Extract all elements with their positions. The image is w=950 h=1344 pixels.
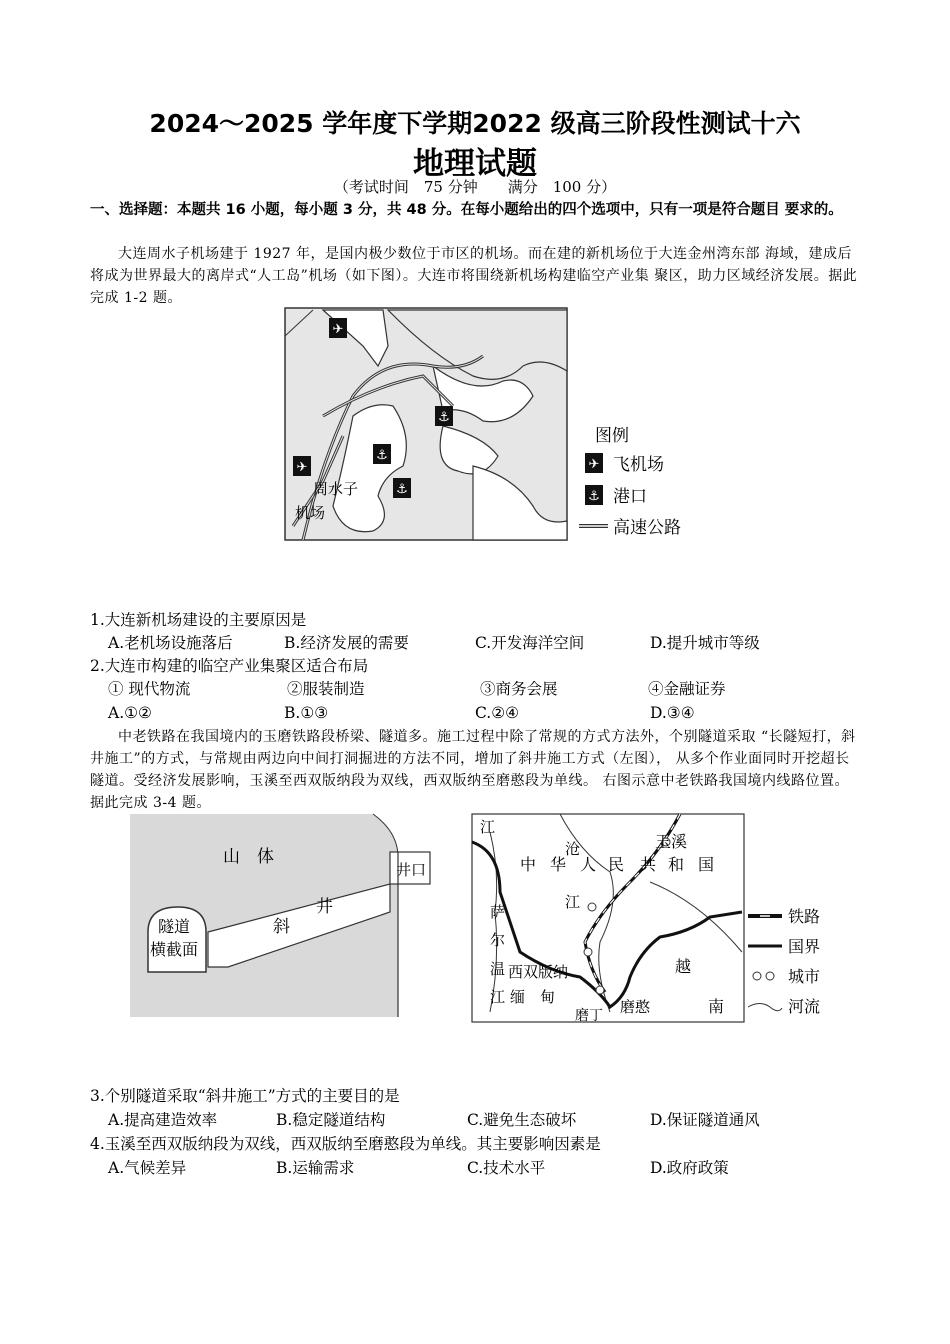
legend-airport-icon bbox=[585, 453, 603, 473]
q4-option-a: A.气候差异 bbox=[108, 1159, 187, 1177]
xishuangbanna-label: 西双版纳 bbox=[508, 963, 569, 981]
q4-option-d: D.政府政策 bbox=[650, 1159, 729, 1177]
railway-map bbox=[470, 812, 830, 1024]
q2-option-a: A.①② bbox=[108, 704, 152, 722]
salween-label: 萨 bbox=[490, 903, 506, 921]
river-label: 江 bbox=[480, 818, 496, 836]
lancang-label: 江 bbox=[565, 893, 581, 911]
q2-item-2: ②服装制造 bbox=[287, 680, 365, 698]
q1-option-d: D.提升城市等级 bbox=[650, 634, 760, 652]
q2-item-4: ④金融证券 bbox=[648, 680, 726, 698]
question-1: 1.大连新机场建设的主要原因是 bbox=[90, 611, 307, 629]
salween-label: 尔 bbox=[490, 931, 506, 949]
svg-text:⚓: ⚓ bbox=[396, 482, 408, 497]
passage-2: 中老铁路在我国境内的玉磨铁路段桥梁、隧道多。施工过程中除了常规的方式方法外，个别隧道采取 “长隧短打，斜井施工”的方式，与常规由两边向中间打洞掘进的方法不同，增加了斜井施工方式（左图）， 从多个作业面同时开挖超长隧道。受经济发展影响，玉溪至西双版纳段为双线，西双版纳至磨憨段为单线。 右图示意中老铁路我国境内线路位置。据此完成 3-4 题。 bbox=[90, 729, 856, 811]
section-heading: 一、选择题：本题共 16 小题，每小题 3 分，共 48 分。在每小题给出的四个选项中，只有一项是符合题目 要求的。 bbox=[90, 202, 843, 218]
question-2: 2.大连市构建的临空产业集聚区适合布局 bbox=[90, 657, 369, 675]
q1-option-b: B.经济发展的需要 bbox=[284, 634, 409, 652]
exam-title: 2024～2025 学年度下学期2022 级高三阶段性测试十六 bbox=[149, 109, 801, 138]
q2-option-d: D.③④ bbox=[650, 704, 695, 722]
city-icon bbox=[588, 903, 596, 911]
q1-option-a: A.老机场设施落后 bbox=[108, 634, 233, 652]
svg-text:✈: ✈ bbox=[588, 457, 600, 472]
q1-option-c: C.开发海洋空间 bbox=[475, 634, 585, 652]
tunnel-label: 隧道 bbox=[158, 917, 191, 936]
svg-text:⚓: ⚓ bbox=[438, 410, 450, 425]
tunnel-diagram bbox=[128, 812, 438, 1022]
myanmar-label: 缅 甸 bbox=[510, 988, 556, 1006]
china-label: 中 bbox=[520, 855, 537, 874]
q2-option-c: C.②④ bbox=[475, 704, 520, 722]
legend-city-icon bbox=[753, 972, 761, 980]
legend-highway: 高速公路 bbox=[613, 518, 681, 538]
dalian-map bbox=[283, 306, 703, 546]
port-icon bbox=[393, 478, 411, 498]
q3-option-c: C.避免生态破坏 bbox=[467, 1111, 577, 1129]
svg-text:✈: ✈ bbox=[296, 460, 308, 475]
svg-text:⚓: ⚓ bbox=[376, 448, 388, 463]
legend-river-symbol bbox=[748, 1004, 782, 1011]
question-3: 3.个别隧道采取“斜井施工”方式的主要目的是 bbox=[90, 1087, 400, 1105]
china-label: 人 bbox=[580, 855, 597, 874]
legend-city: 城市 bbox=[788, 967, 821, 986]
q4-option-b: B.运输需求 bbox=[276, 1159, 355, 1177]
china-label: 共 bbox=[640, 855, 657, 874]
legend-railway: 铁路 bbox=[788, 907, 821, 926]
legend-river: 河流 bbox=[788, 997, 821, 1016]
shaft-label: 斜 bbox=[273, 917, 290, 937]
svg-text:✈: ✈ bbox=[332, 322, 344, 337]
city-icon bbox=[596, 986, 604, 994]
shaft-label: 井 bbox=[316, 897, 333, 917]
mohan-label: 磨憨 bbox=[620, 998, 651, 1016]
legend-port-icon bbox=[585, 485, 603, 505]
q2-option-b: B.①③ bbox=[284, 704, 329, 722]
airport-icon bbox=[329, 318, 347, 338]
q3-option-a: A.提高建造效率 bbox=[108, 1111, 218, 1129]
china-label: 国 bbox=[698, 855, 715, 874]
legend-airport: 飞机场 bbox=[613, 455, 664, 475]
mountain-label: 山 体 bbox=[223, 847, 274, 867]
tunnel-label: 横截面 bbox=[150, 940, 199, 959]
passage-1: 大连周水子机场建于 1927 年，是国内极少数位于市区的机场。而在建的新机场位于大连金州湾东部 海域，建成后将成为世界最大的离岸式“人工岛”机场（如下图）。大连市将围绕新机场构建临空产业集 聚区，助力区域经济发展。据此完成 1-2 题。 bbox=[90, 246, 858, 306]
port-icon bbox=[373, 444, 391, 464]
question-4: 4.玉溪至西双版纳段为双线，西双版纳至磨憨段为单线。其主要影响因素是 bbox=[90, 1135, 601, 1153]
airport-icon bbox=[293, 456, 311, 476]
salween-label: 温 bbox=[490, 960, 506, 978]
svg-text:⚓: ⚓ bbox=[588, 489, 600, 504]
lancang-label: 沧 bbox=[565, 840, 581, 858]
q3-option-d: D.保证隧道通风 bbox=[650, 1111, 760, 1129]
vietnam-label: 南 bbox=[708, 997, 725, 1016]
city-icon bbox=[584, 948, 592, 956]
exam-info: （考试时间 75 分钟 满分 100 分） bbox=[333, 178, 617, 196]
q2-item-1: ① 现代物流 bbox=[108, 680, 191, 698]
yuxi-label: 玉溪 bbox=[655, 832, 688, 851]
legend-port: 港口 bbox=[613, 487, 647, 507]
legend-city-icon bbox=[766, 972, 774, 980]
china-label: 华 bbox=[550, 855, 567, 874]
well-label: 井口 bbox=[396, 861, 427, 879]
airport-label: 机场 bbox=[295, 504, 326, 522]
airport-label: 周水子 bbox=[313, 480, 359, 498]
legend-title: 图例 bbox=[595, 426, 629, 446]
q2-item-3: ③商务会展 bbox=[480, 680, 558, 698]
legend-border: 国界 bbox=[788, 937, 821, 956]
q3-option-b: B.稳定隧道结构 bbox=[276, 1111, 386, 1129]
china-label: 和 bbox=[668, 855, 685, 874]
vietnam-label: 越 bbox=[675, 957, 692, 976]
subject-title: 地理试题 bbox=[413, 146, 537, 182]
q4-option-c: C.技术水平 bbox=[467, 1159, 546, 1177]
salween-label: 江 bbox=[490, 988, 506, 1006]
moding-label: 磨丁 bbox=[575, 1008, 603, 1024]
port-icon bbox=[435, 406, 453, 426]
china-label: 民 bbox=[608, 855, 625, 874]
